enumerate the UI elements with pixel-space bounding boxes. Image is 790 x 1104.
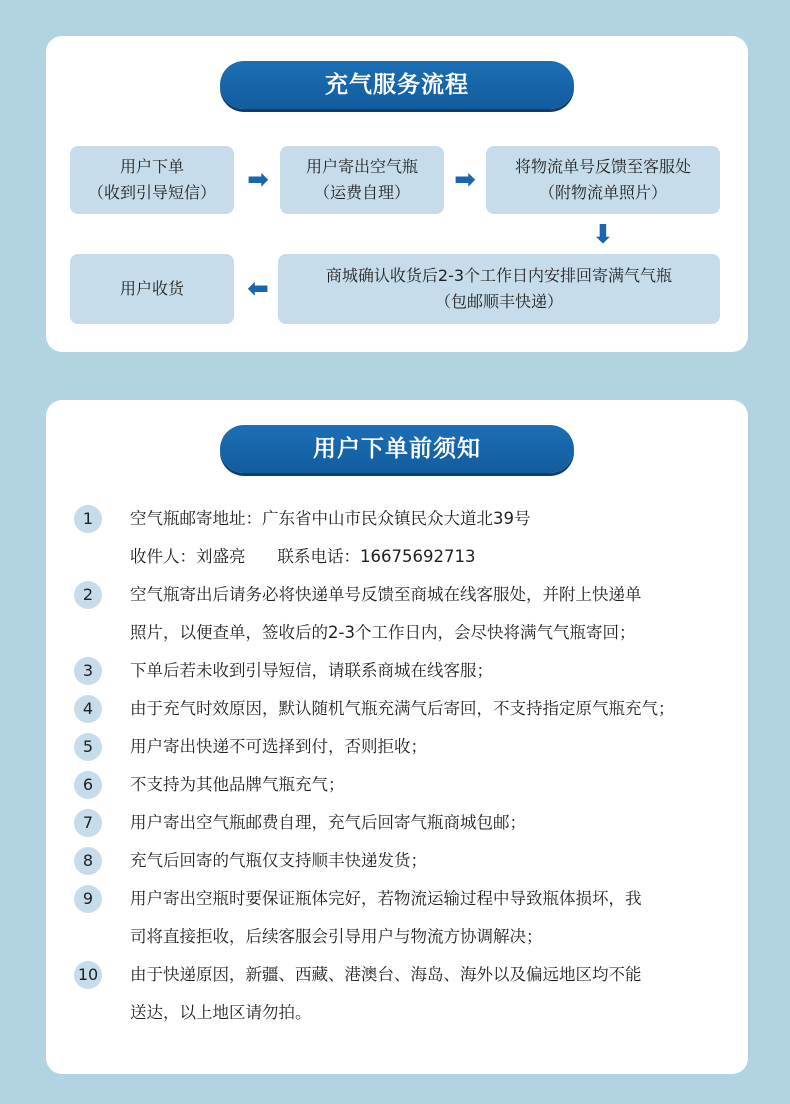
flow-step-feedback xyxy=(486,146,720,214)
notice-item xyxy=(74,766,734,804)
flow-title: 充气服务流程 xyxy=(220,61,574,109)
flow-step-label: 将物流单号反馈至客服处 xyxy=(514,157,691,176)
flow-step-order xyxy=(70,146,234,214)
flow-step-note: （包邮顺丰快递） xyxy=(434,292,563,311)
notice-item xyxy=(74,880,734,956)
notice-item xyxy=(74,576,734,652)
notice-item xyxy=(74,956,734,1032)
notice-text: 空气瓶邮寄地址：广东省中山市民众镇民众大道北39号 xyxy=(130,509,531,528)
arrow-right-icon: ➡ xyxy=(247,165,269,195)
flow-step-label: 用户下单 xyxy=(119,157,184,176)
flow-step-note: （运费自理） xyxy=(313,183,410,202)
notice-item xyxy=(74,500,734,576)
service-flow-card xyxy=(46,36,748,352)
notice-text: 用户寄出空瓶时要保证瓶体完好，若物流运输过程中导致瓶体损坏，我 xyxy=(130,889,642,908)
flow-step-ship-back xyxy=(278,254,720,324)
flow-step-note: （附物流单照片） xyxy=(538,183,667,202)
notice-item xyxy=(74,804,734,842)
item-number-badge: 5 xyxy=(74,733,102,761)
item-number-badge: 1 xyxy=(74,505,102,533)
arrow-left-icon: ⬅ xyxy=(247,274,269,304)
item-number-badge: 6 xyxy=(74,771,102,799)
flow-step-send-bottle xyxy=(280,146,444,214)
item-number-badge: 10 xyxy=(74,961,102,989)
notice-title: 用户下单前须知 xyxy=(220,425,574,473)
flow-step-label: 用户收货 xyxy=(119,279,184,298)
item-number-badge: 3 xyxy=(74,657,102,685)
notice-item xyxy=(74,652,734,690)
notice-list xyxy=(74,500,734,1032)
notice-text: 由于充气时效原因，默认随机气瓶充满气后寄回，不支持指定原气瓶充气； xyxy=(130,699,675,718)
item-number-badge: 2 xyxy=(74,581,102,609)
item-number-badge: 7 xyxy=(74,809,102,837)
arrow-down-icon: ⬇ xyxy=(592,220,614,250)
notice-text: 由于快递原因，新疆、西藏、港澳台、海岛、海外以及偏远地区均不能 xyxy=(130,965,642,984)
recipient-label: 收件人：刘盛亮 xyxy=(130,547,246,566)
notice-text: 送达，以上地区请勿拍。 xyxy=(130,1003,312,1022)
recipient-line xyxy=(130,538,734,576)
flow-step-label: 用户寄出空气瓶 xyxy=(305,157,418,176)
notice-item xyxy=(74,690,734,728)
arrow-right-icon: ➡ xyxy=(454,165,476,195)
notice-text: 空气瓶寄出后请务必将快递单号反馈至商城在线客服处，并附上快递单 xyxy=(130,585,642,604)
flow-step-receive xyxy=(70,254,234,324)
notice-item xyxy=(74,842,734,880)
notice-text: 不支持为其他品牌气瓶充气； xyxy=(130,775,345,794)
notice-item xyxy=(74,728,734,766)
notice-text: 用户寄出快递不可选择到付，否则拒收； xyxy=(130,737,427,756)
notice-text: 司将直接拒收，后续客服会引导用户与物流方协调解决； xyxy=(130,927,543,946)
notice-text: 用户寄出空气瓶邮费自理，充气后回寄气瓶商城包邮； xyxy=(130,813,526,832)
phone-label: 联系电话：16675692713 xyxy=(277,547,476,566)
item-number-badge: 4 xyxy=(74,695,102,723)
item-number-badge: 9 xyxy=(74,885,102,913)
flow-step-label: 商城确认收货后2-3个工作日内安排回寄满气气瓶 xyxy=(325,266,673,285)
order-notice-card xyxy=(46,400,748,1074)
notice-text: 充气后回寄的气瓶仅支持顺丰快递发货； xyxy=(130,851,427,870)
item-number-badge: 8 xyxy=(74,847,102,875)
flow-step-note: （收到引导短信） xyxy=(87,183,216,202)
notice-text: 下单后若未收到引导短信，请联系商城在线客服； xyxy=(130,661,493,680)
notice-text: 照片，以便查单，签收后的2-3个工作日内，会尽快将满气气瓶寄回； xyxy=(130,623,636,642)
